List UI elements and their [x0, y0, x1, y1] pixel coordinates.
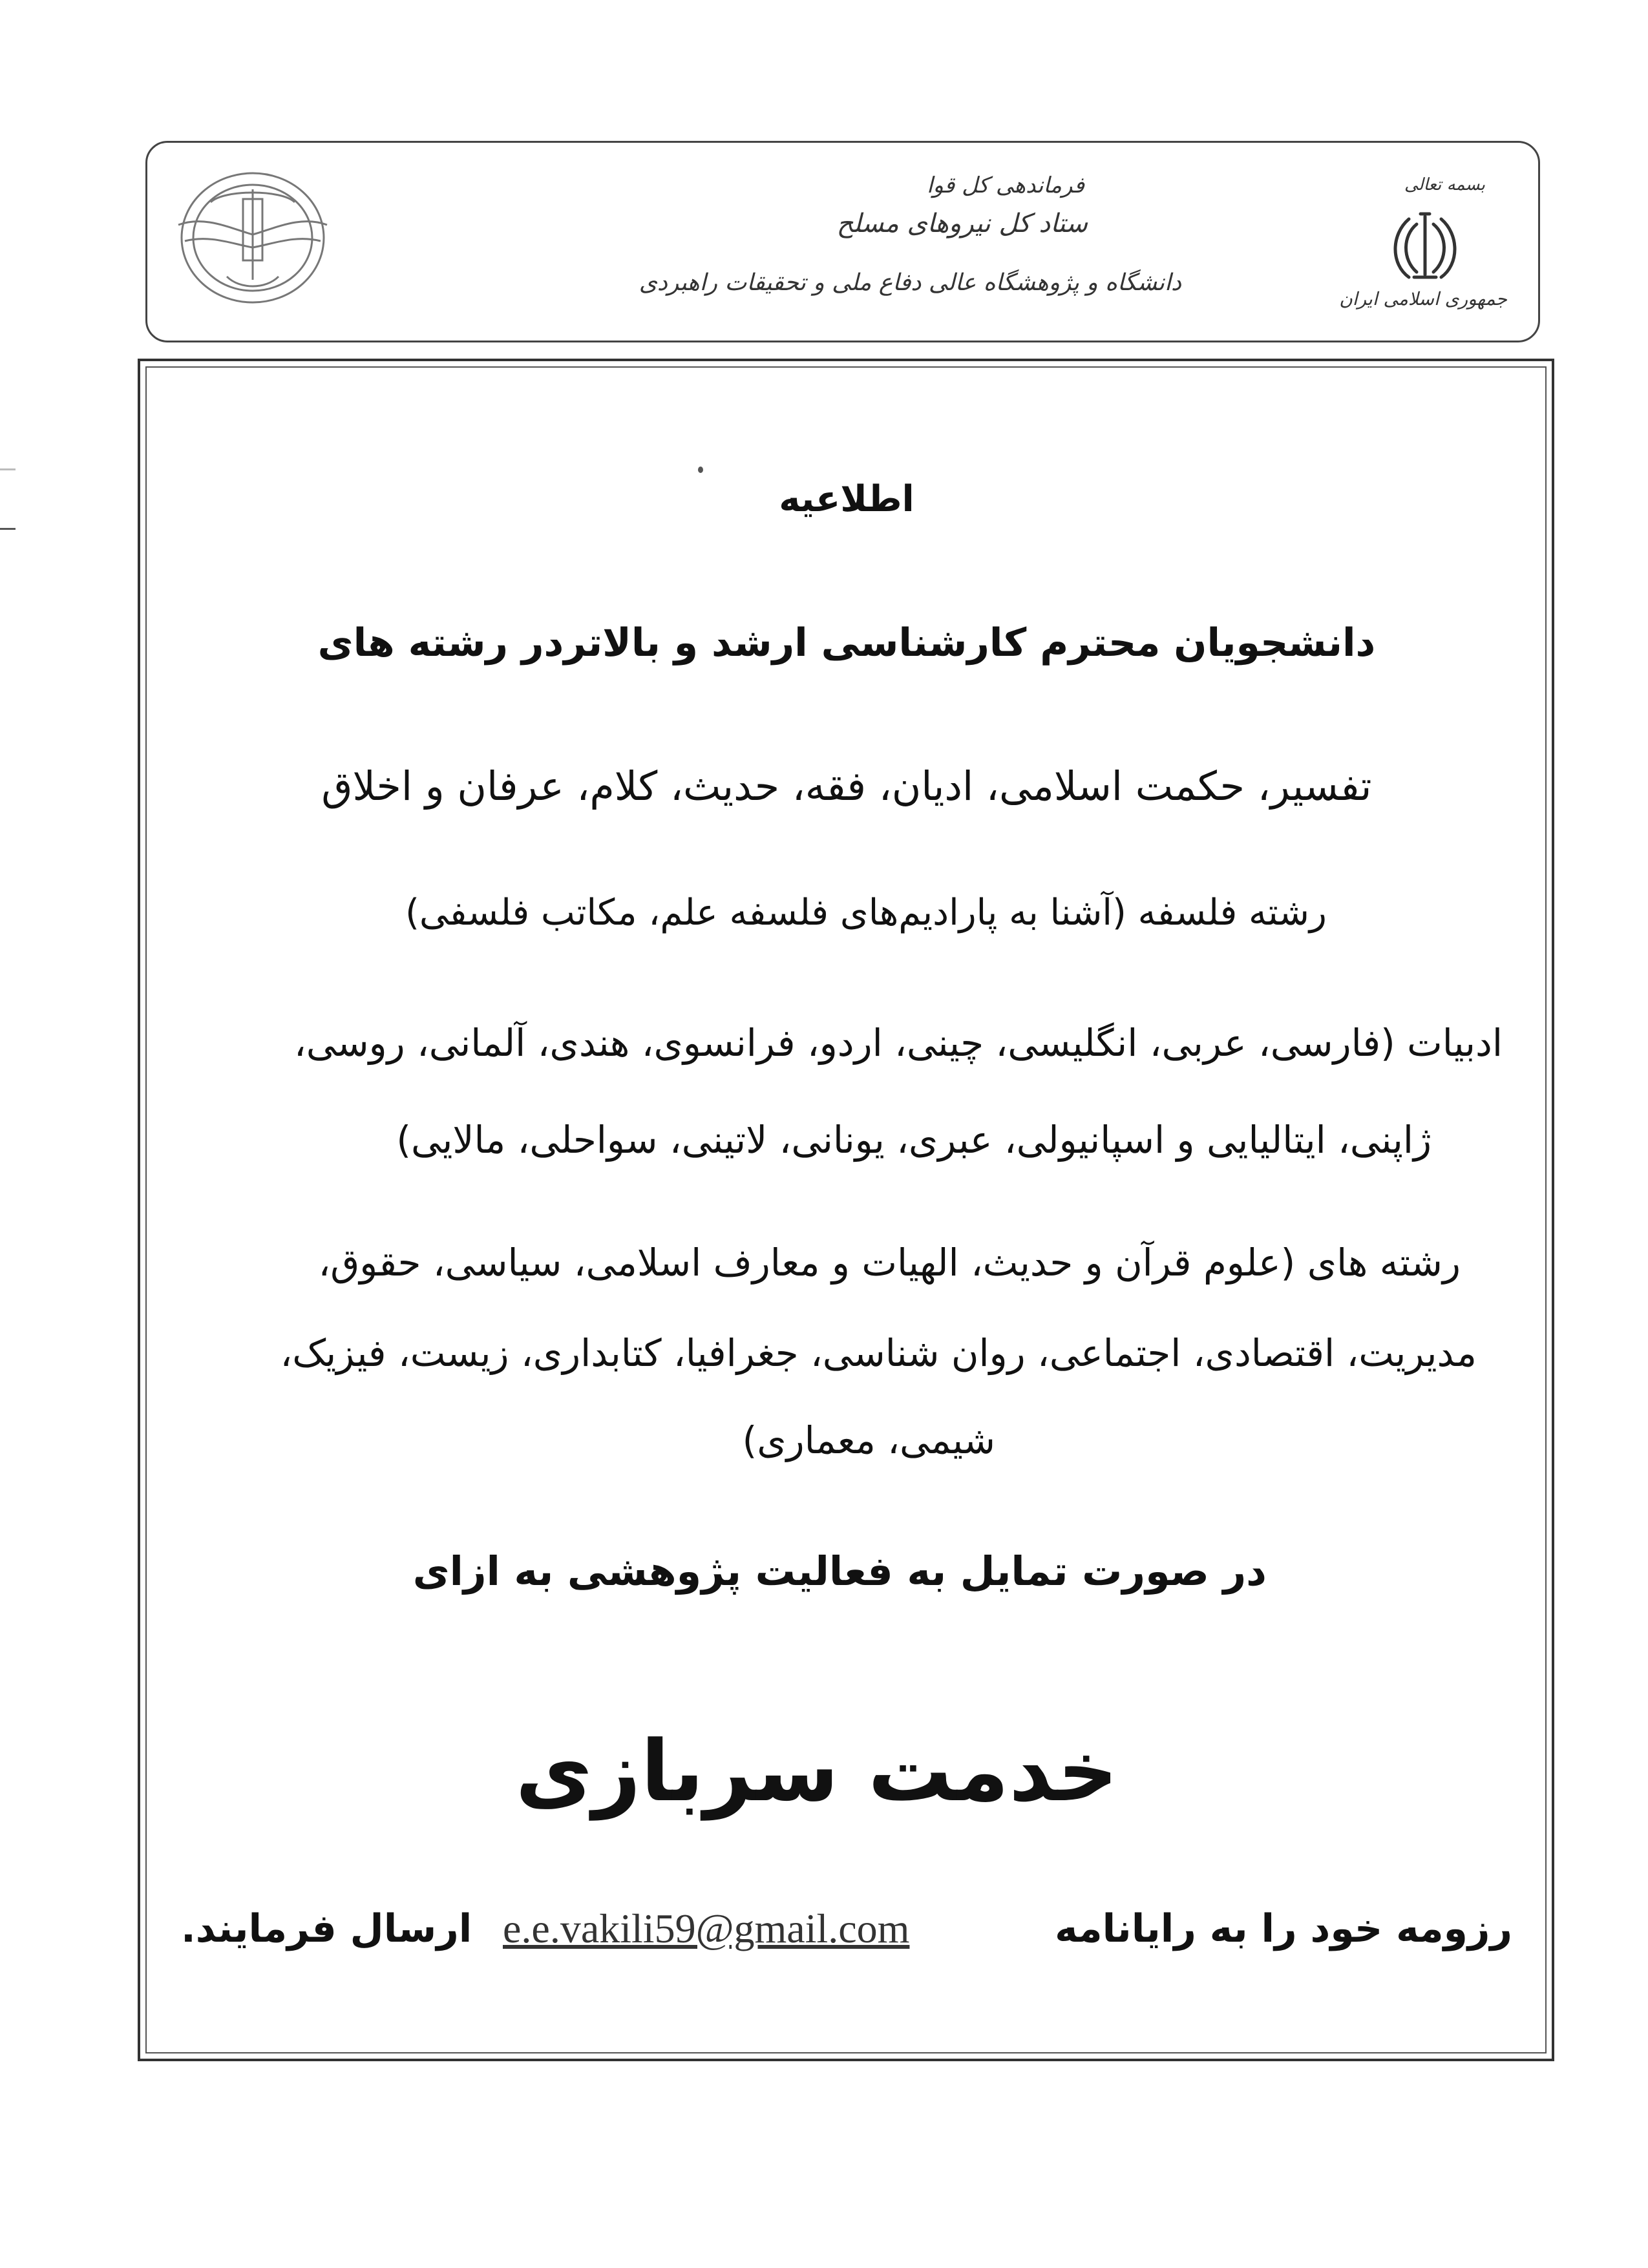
iran-emblem-icon	[1383, 205, 1467, 289]
letterhead	[145, 141, 1540, 342]
invocation-text: بسمه تعالی	[1404, 175, 1485, 194]
university-text: دانشگاه و پژوهشگاه عالی دفاع ملی و تحقیقات راهبردی	[639, 269, 1181, 296]
notice-subtitle: دانشجویان محترم کارشناسی ارشد و بالاتردر رشته های	[317, 620, 1376, 666]
fields-line-4c: شیمی، معماری)	[742, 1418, 995, 1462]
send-instruction-suffix: ارسال فرمایند.	[181, 1906, 472, 1951]
service-heading: خدمت سربازی	[515, 1722, 1118, 1820]
country-text: جمهوری اسلامی ایران	[1339, 288, 1507, 310]
fields-line-4b: مدیریت، اقتصادی، اجتماعی، روان شناسی، جغرافیا، کتابداری، زیست، فیزیک،	[280, 1331, 1477, 1375]
letterhead-center	[639, 156, 1220, 337]
notice-title: اطلاعیه	[779, 478, 914, 520]
scan-dot	[698, 467, 703, 473]
fields-line-2: رشته فلسفه (آشنا به پارادیم‌های فلسفه علم، مکاتب فلسفی)	[405, 892, 1327, 934]
fields-line-1: تفسیر، حکمت اسلامی، ادیان، فقه، حدیث، کلام، عرفان و اخلاق	[321, 762, 1372, 810]
condition-text: در صورت تمایل به فعالیت پژوهشی به ازای	[412, 1548, 1267, 1595]
fields-line-3b: ژاپنی، ایتالیایی و اسپانیولی، عبری، یونانی، لاتینی، سواحلی، مالایی)	[396, 1118, 1431, 1162]
fields-line-3a: ادبیات (فارسی، عربی، انگلیسی، چینی، اردو، فرانسوی، هندی، آلمانی، روسی،	[293, 1021, 1503, 1065]
scan-edge-mark	[0, 528, 16, 530]
command-text: فرماندهی کل قوا	[927, 173, 1084, 198]
fields-line-4a: رشته های (علوم قرآن و حدیث، الهیات و معارف اسلامی، سیاسی، حقوق،	[318, 1241, 1461, 1285]
staff-text: ستاد کل نیروهای مسلح	[836, 209, 1088, 238]
scan-edge-mark	[0, 468, 16, 470]
contact-email-link[interactable]: e.e.vakili59@gmail.com	[503, 1906, 910, 1951]
defense-university-logo-icon	[165, 163, 340, 312]
send-instruction-prefix: رزومه خود را به رایانامه	[1055, 1906, 1512, 1951]
letterhead-right	[1331, 156, 1519, 330]
